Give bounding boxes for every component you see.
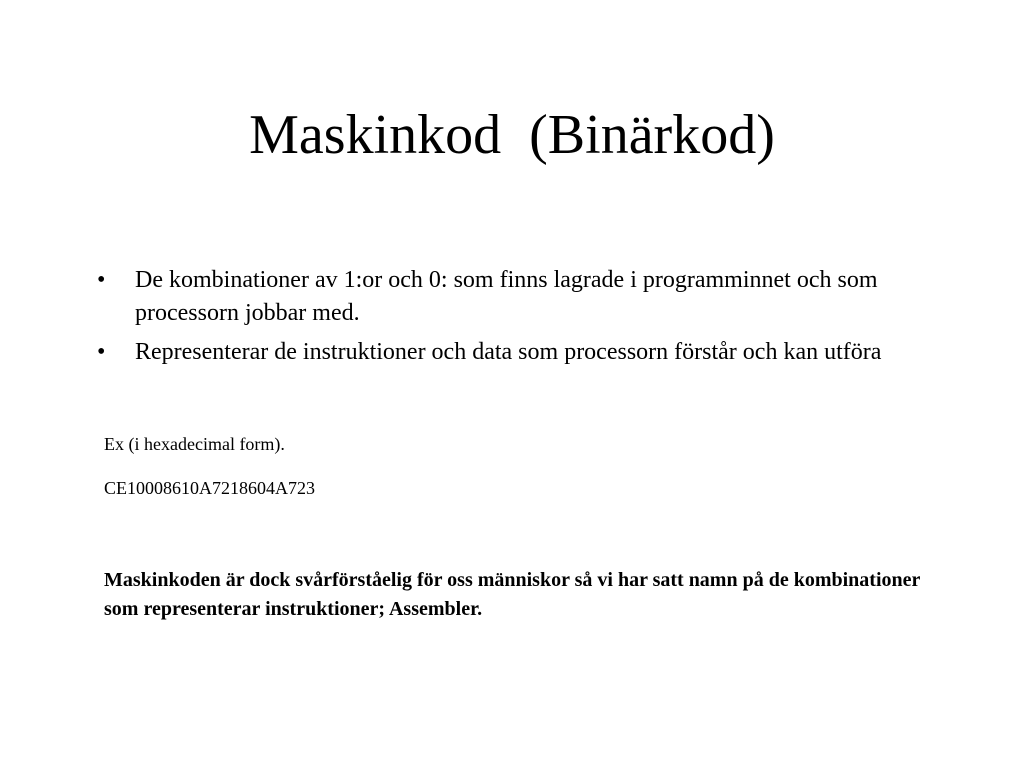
example-code: CE10008610A7218604A723: [104, 478, 315, 498]
bullet-list: [97, 264, 927, 375]
bullet-item: [97, 336, 927, 369]
bullet-item: [97, 264, 927, 330]
bullet-text: De kombinationer av 1:or och 0: som finns lagrade i programminnet och som processorn jobbar med.: [135, 267, 878, 326]
bullet-icon: •: [97, 267, 106, 293]
note-text: Maskinkoden är dock svårförståelig för oss människor så vi har satt namn på de kombinationer som representerar instruktioner; Assembler.: [104, 569, 921, 620]
bullet-text: Representerar de instruktioner och data som processorn förstår och kan utföra: [135, 339, 882, 365]
slide-title: Maskinkod (Binärkod): [249, 104, 775, 166]
example-label: Ex (i hexadecimal form).: [104, 434, 285, 454]
bullet-icon: •: [97, 339, 106, 365]
